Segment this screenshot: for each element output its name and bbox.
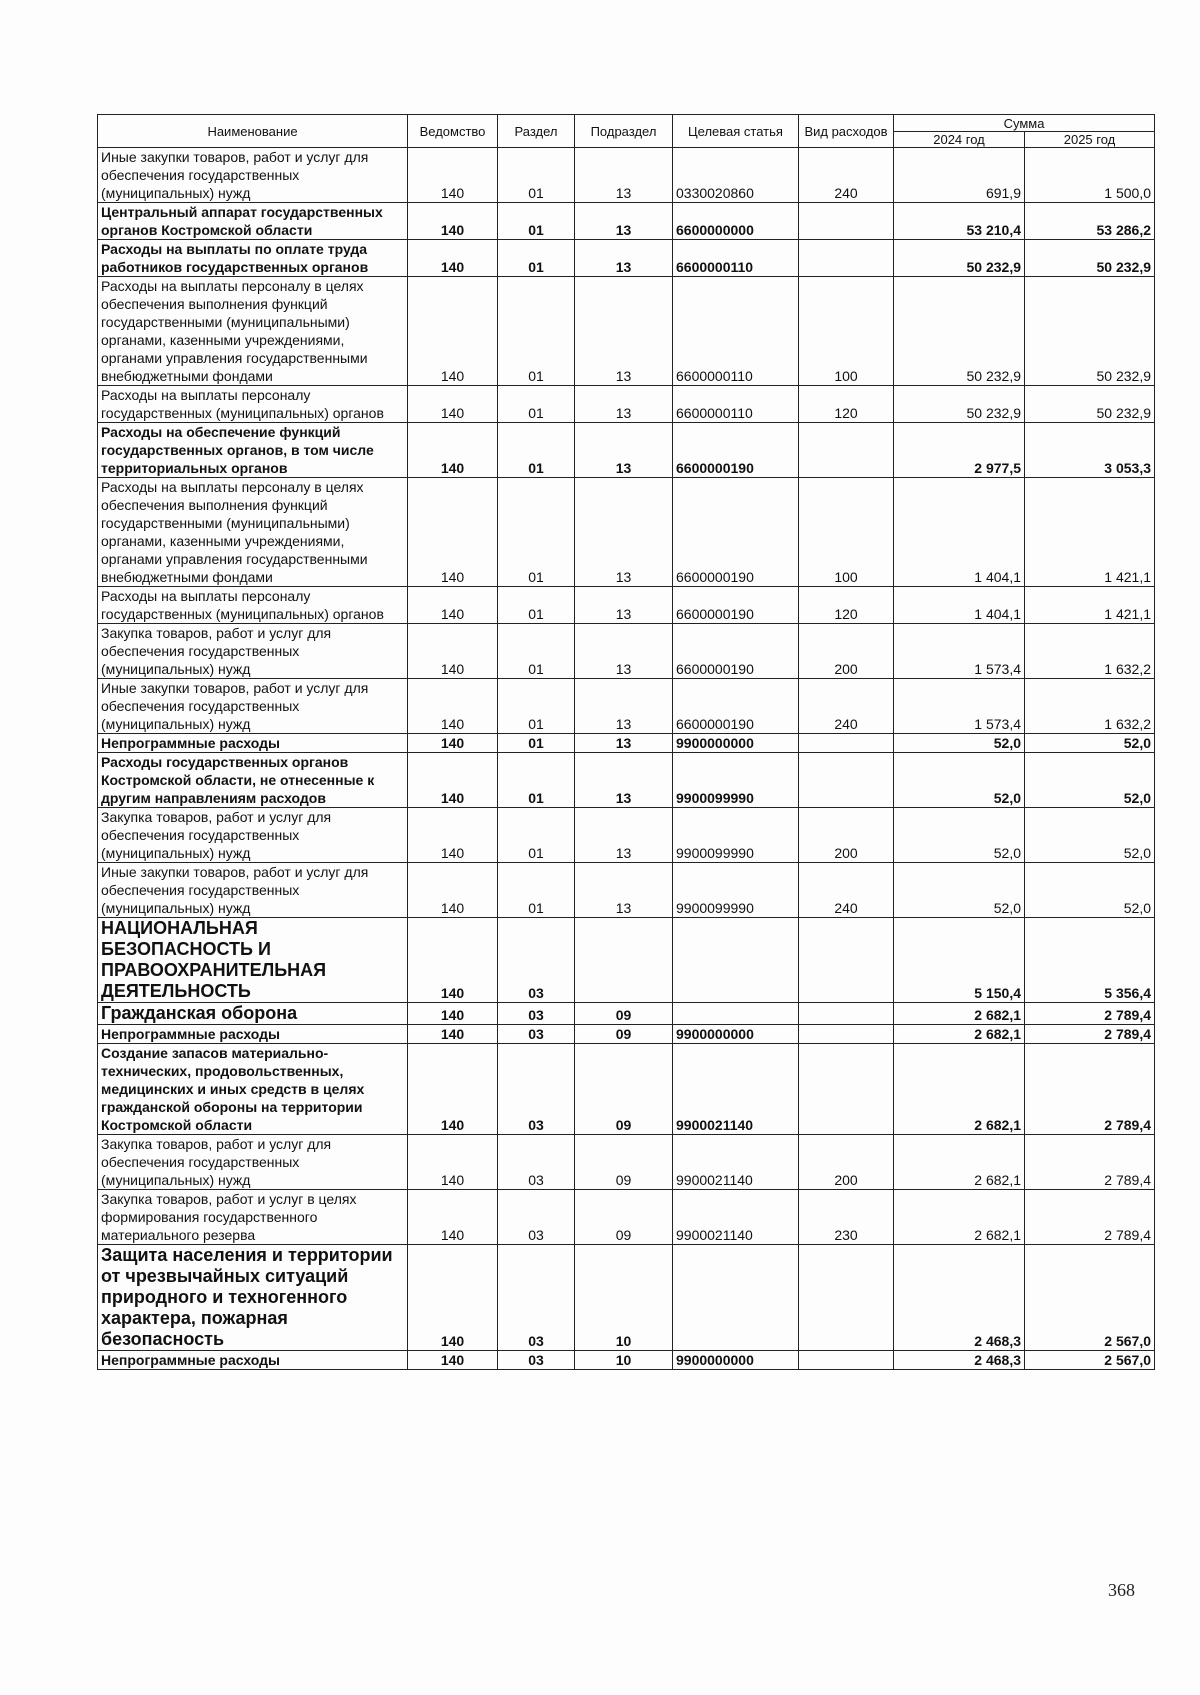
table-row [98,1044,1155,1135]
cell-2024: 2 468,3 [894,1351,1025,1370]
cell-dept: 140 [408,1044,498,1135]
cell-2025: 1 500,0 [1025,148,1155,203]
cell-section: 01 [498,240,575,277]
cell-2024: 50 232,9 [894,386,1025,423]
cell-subsection: 10 [575,1351,673,1370]
header-section: Раздел [498,115,575,148]
cell-subsection: 13 [575,587,673,624]
cell-2025: 1 632,2 [1025,679,1155,734]
cell-2025: 2 789,4 [1025,1190,1155,1245]
table-row [98,808,1155,863]
cell-2025: 1 632,2 [1025,624,1155,679]
cell-name: Расходы государственных органов Костромской области, не отнесенные к другим направлениям расходов [98,753,408,808]
cell-target: 9900099990 [673,863,799,918]
cell-dept: 140 [408,1351,498,1370]
cell-section: 03 [498,1044,575,1135]
cell-dept: 140 [408,386,498,423]
cell-subsection: 13 [575,734,673,753]
cell-section: 03 [498,918,575,1003]
cell-dept: 140 [408,1025,498,1044]
cell-target: 6600000190 [673,478,799,587]
cell-2025: 50 232,9 [1025,386,1155,423]
cell-type: 120 [799,587,894,624]
table-row [98,1351,1155,1370]
cell-subsection: 13 [575,863,673,918]
cell-2025: 2 789,4 [1025,1003,1155,1025]
table-row [98,203,1155,240]
cell-2024: 52,0 [894,863,1025,918]
cell-2025: 1 421,1 [1025,478,1155,587]
cell-type [799,753,894,808]
table-row [98,277,1155,386]
cell-section: 03 [498,1190,575,1245]
cell-name: Закупка товаров, работ и услуг в целях формирования государственного материального резерва [98,1190,408,1245]
cell-subsection: 13 [575,386,673,423]
cell-subsection: 13 [575,808,673,863]
cell-dept: 140 [408,1245,498,1351]
cell-type: 240 [799,863,894,918]
cell-target: 6600000190 [673,423,799,478]
cell-target: 9900099990 [673,808,799,863]
cell-section: 03 [498,1351,575,1370]
cell-type [799,1044,894,1135]
cell-2024: 2 682,1 [894,1190,1025,1245]
cell-2024: 2 468,3 [894,1245,1025,1351]
cell-dept: 140 [408,734,498,753]
cell-2025: 2 567,0 [1025,1245,1155,1351]
table-row [98,240,1155,277]
table-row [98,753,1155,808]
cell-name: Расходы на обеспечение функций государственных органов, в том числе территориальных органов [98,423,408,478]
cell-dept: 140 [408,808,498,863]
cell-name: Иные закупки товаров, работ и услуг для обеспечения государственных (муниципальных) нужд [98,863,408,918]
cell-type: 230 [799,1190,894,1245]
cell-2024: 52,0 [894,734,1025,753]
cell-type [799,734,894,753]
cell-2024: 50 232,9 [894,240,1025,277]
cell-2025: 53 286,2 [1025,203,1155,240]
cell-2024: 2 682,1 [894,1135,1025,1190]
cell-2025: 2 789,4 [1025,1025,1155,1044]
cell-name: Непрограммные расходы [98,734,408,753]
cell-2024: 5 150,4 [894,918,1025,1003]
cell-type: 200 [799,808,894,863]
header-subsection: Подраздел [575,115,673,148]
cell-target: 6600000190 [673,679,799,734]
cell-subsection: 09 [575,1190,673,1245]
cell-2025: 1 421,1 [1025,587,1155,624]
cell-dept: 140 [408,1135,498,1190]
cell-section: 03 [498,1025,575,1044]
cell-target: 9900000000 [673,1351,799,1370]
cell-type [799,423,894,478]
cell-section: 01 [498,624,575,679]
cell-type: 200 [799,1135,894,1190]
cell-section: 01 [498,587,575,624]
cell-subsection: 13 [575,753,673,808]
cell-type: 100 [799,277,894,386]
cell-section: 01 [498,386,575,423]
cell-section: 03 [498,1245,575,1351]
cell-type: 240 [799,148,894,203]
cell-dept: 140 [408,277,498,386]
cell-dept: 140 [408,918,498,1003]
table-row [98,478,1155,587]
table-header [98,115,1155,148]
table-row [98,1025,1155,1044]
cell-2025: 3 053,3 [1025,423,1155,478]
cell-type: 100 [799,478,894,587]
cell-type [799,1245,894,1351]
table-row [98,1245,1155,1351]
cell-section: 03 [498,1135,575,1190]
cell-name: Непрограммные расходы [98,1351,408,1370]
cell-dept: 140 [408,1190,498,1245]
cell-section: 01 [498,734,575,753]
header-target: Целевая статья [673,115,799,148]
header-type: Вид расходов [799,115,894,148]
cell-subsection: 09 [575,1135,673,1190]
header-dept: Ведомство [408,115,498,148]
cell-dept: 140 [408,478,498,587]
budget-table [97,114,1155,1370]
header-year-2024: 2024 год [894,132,1025,148]
cell-section: 01 [498,863,575,918]
cell-target: 6600000000 [673,203,799,240]
cell-target [673,1003,799,1025]
cell-2025: 50 232,9 [1025,240,1155,277]
cell-name: Создание запасов материально-технических, продовольственных, медицинских и иных средств в целях гражданской обороны на территории Костромской области [98,1044,408,1135]
cell-subsection: 13 [575,277,673,386]
cell-2025: 2 567,0 [1025,1351,1155,1370]
cell-2024: 2 682,1 [894,1025,1025,1044]
cell-type [799,1003,894,1025]
cell-2024: 2 682,1 [894,1044,1025,1135]
cell-2024: 691,9 [894,148,1025,203]
table-row [98,679,1155,734]
cell-section: 01 [498,753,575,808]
cell-target [673,1245,799,1351]
cell-section: 01 [498,478,575,587]
cell-dept: 140 [408,863,498,918]
table-row [98,1190,1155,1245]
cell-target [673,918,799,1003]
cell-name: Расходы на выплаты по оплате труда работников государственных органов [98,240,408,277]
table-row [98,423,1155,478]
cell-section: 01 [498,679,575,734]
cell-type [799,240,894,277]
cell-subsection [575,918,673,1003]
cell-2025: 5 356,4 [1025,918,1155,1003]
table-row [98,148,1155,203]
cell-subsection: 10 [575,1245,673,1351]
cell-2024: 1 404,1 [894,478,1025,587]
cell-target: 9900000000 [673,1025,799,1044]
cell-section: 01 [498,423,575,478]
cell-name: Закупка товаров, работ и услуг для обеспечения государственных (муниципальных) нужд [98,1135,408,1190]
table-body [98,148,1155,1370]
cell-name: НАЦИОНАЛЬНАЯ БЕЗОПАСНОСТЬ И ПРАВООХРАНИТЕЛЬНАЯ ДЕЯТЕЛЬНОСТЬ [98,918,408,1003]
cell-subsection: 13 [575,423,673,478]
cell-target: 9900000000 [673,734,799,753]
cell-2025: 52,0 [1025,753,1155,808]
table-row [98,624,1155,679]
cell-2025: 52,0 [1025,863,1155,918]
header-sum: Сумма [894,115,1155,132]
cell-section: 01 [498,148,575,203]
cell-dept: 140 [408,148,498,203]
table-row [98,587,1155,624]
cell-target: 6600000110 [673,386,799,423]
page-number: 368 [1108,1580,1135,1600]
cell-section: 01 [498,203,575,240]
cell-2024: 52,0 [894,808,1025,863]
cell-dept: 140 [408,1003,498,1025]
cell-type: 200 [799,624,894,679]
table-row [98,1135,1155,1190]
cell-2024: 2 977,5 [894,423,1025,478]
cell-name: Иные закупки товаров, работ и услуг для обеспечения государственных (муниципальных) нужд [98,148,408,203]
cell-2025: 52,0 [1025,808,1155,863]
cell-2024: 53 210,4 [894,203,1025,240]
cell-subsection: 13 [575,624,673,679]
cell-dept: 140 [408,587,498,624]
cell-2024: 52,0 [894,753,1025,808]
cell-name: Расходы на выплаты персоналу государственных (муниципальных) органов [98,587,408,624]
cell-name: Расходы на выплаты персоналу государственных (муниципальных) органов [98,386,408,423]
cell-type: 120 [799,386,894,423]
cell-name: Гражданская оборона [98,1003,408,1025]
cell-subsection: 13 [575,240,673,277]
cell-dept: 140 [408,624,498,679]
cell-subsection: 13 [575,203,673,240]
cell-target: 6600000110 [673,240,799,277]
cell-target: 0330020860 [673,148,799,203]
cell-type [799,1351,894,1370]
cell-type [799,1025,894,1044]
cell-target: 6600000190 [673,624,799,679]
cell-section: 01 [498,277,575,386]
cell-target: 9900021140 [673,1190,799,1245]
cell-name: Центральный аппарат государственных органов Костромской области [98,203,408,240]
header-name: Наименование [98,115,408,148]
cell-subsection: 13 [575,478,673,587]
cell-name: Иные закупки товаров, работ и услуг для обеспечения государственных (муниципальных) нужд [98,679,408,734]
cell-subsection: 13 [575,148,673,203]
cell-dept: 140 [408,240,498,277]
cell-target: 9900021140 [673,1135,799,1190]
cell-type: 240 [799,679,894,734]
cell-target: 9900099990 [673,753,799,808]
cell-2025: 2 789,4 [1025,1135,1155,1190]
cell-name: Расходы на выплаты персоналу в целях обеспечения выполнения функций государственными (муниципальными) органами, казенными учреждениями, органами управления государственными внебюджетными фондами [98,478,408,587]
cell-target: 9900021140 [673,1044,799,1135]
cell-target: 6600000110 [673,277,799,386]
cell-section: 01 [498,808,575,863]
cell-2024: 1 404,1 [894,587,1025,624]
cell-name: Закупка товаров, работ и услуг для обеспечения государственных (муниципальных) нужд [98,624,408,679]
cell-section: 03 [498,1003,575,1025]
cell-dept: 140 [408,203,498,240]
table-row [98,386,1155,423]
cell-2024: 1 573,4 [894,679,1025,734]
table-row [98,918,1155,1003]
cell-type [799,918,894,1003]
cell-2025: 52,0 [1025,734,1155,753]
cell-name: Закупка товаров, работ и услуг для обеспечения государственных (муниципальных) нужд [98,808,408,863]
cell-subsection: 09 [575,1044,673,1135]
cell-name: Защита населения и территории от чрезвычайных ситуаций природного и техногенного характера, пожарная безопасность [98,1245,408,1351]
cell-dept: 140 [408,423,498,478]
table-row [98,863,1155,918]
header-year-2025: 2025 год [1025,132,1155,148]
cell-dept: 140 [408,753,498,808]
cell-2024: 50 232,9 [894,277,1025,386]
table-row [98,1003,1155,1025]
cell-dept: 140 [408,679,498,734]
cell-2025: 2 789,4 [1025,1044,1155,1135]
cell-2024: 2 682,1 [894,1003,1025,1025]
cell-subsection: 09 [575,1025,673,1044]
cell-2024: 1 573,4 [894,624,1025,679]
table-row [98,734,1155,753]
cell-subsection: 09 [575,1003,673,1025]
cell-2025: 50 232,9 [1025,277,1155,386]
cell-target: 6600000190 [673,587,799,624]
cell-name: Непрограммные расходы [98,1025,408,1044]
cell-name: Расходы на выплаты персоналу в целях обеспечения выполнения функций государственными (муниципальными) органами, казенными учреждениями, органами управления государственными внебюджетными фондами [98,277,408,386]
cell-subsection: 13 [575,679,673,734]
cell-type [799,203,894,240]
